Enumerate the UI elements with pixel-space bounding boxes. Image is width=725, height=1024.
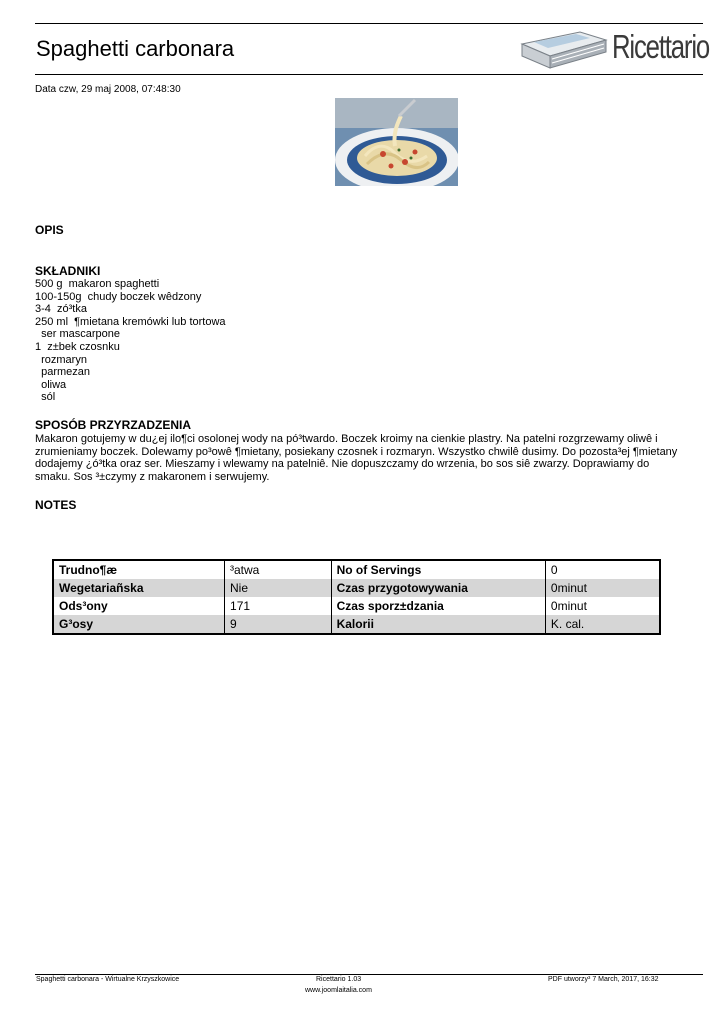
- logo-text: Ricettario: [612, 28, 710, 65]
- recipe-book-icon: [520, 26, 612, 72]
- info-value: 0minut: [545, 579, 660, 597]
- footer-center: Ricettario 1.03: [316, 976, 362, 983]
- footer-right: PDF utworzy³ 7 March, 2017, 16:32: [548, 976, 659, 983]
- ingredient-item: ser mascarpone: [35, 328, 120, 341]
- info-value: ³atwa: [225, 560, 332, 579]
- footer-url: www.joomlaitalia.com: [305, 987, 372, 994]
- top-rule: [35, 23, 703, 24]
- info-label: Czas przygotowywania: [331, 579, 545, 597]
- info-value: 0minut: [545, 597, 660, 615]
- info-value: Nie: [225, 579, 332, 597]
- method-text: Makaron gotujemy w du¿ej ilo¶ci osolonej wody na pó³twardo. Boczek kroimy na cienkie plastry. Na patelni rozgrzewamy oliwê i zrumieniamy boczek. Dolewamy po³owê ¶mietany, posiekany czosnek i rozmaryn. Wszystko chwilê dusimy. Do pozosta³ej ¶mietany dodajemy ¿ó³tka oraz ser. Mieszamy i wlewamy na patelniê. Nie dopuszczamy do wrzenia, bo sos siê zwarzy. Doprawiamy do smaku. Sos ³±czymy z makaronem i serwujemy.: [35, 433, 678, 483]
- ingredient-list: [35, 278, 226, 404]
- recipe-info-table: [52, 559, 661, 635]
- recipe-photo: [335, 98, 458, 186]
- table-row: [53, 615, 660, 634]
- info-label: Czas sporz±dzania: [331, 597, 545, 615]
- recipe-title: Spaghetti carbonara: [36, 36, 235, 61]
- section-ingredients: SKŁADNIKI: [35, 264, 101, 278]
- footer-rule: [35, 974, 703, 975]
- footer-left: Spaghetti carbonara - Wirtualne Krzyszkowice: [36, 976, 180, 983]
- ingredient-item: 250 ml ¶mietana kremówki lub tortowa: [35, 315, 226, 328]
- ingredient-item: 1 z±bek czosnku: [35, 340, 120, 353]
- info-value: 171: [225, 597, 332, 615]
- ingredient-item: 100-150g chudy boczek wêdzony: [35, 290, 202, 303]
- info-label: G³osy: [53, 615, 225, 634]
- info-value: 9: [225, 615, 332, 634]
- ingredient-item: 500 g makaron spaghetti: [35, 278, 160, 290]
- info-label: No of Servings: [331, 560, 545, 579]
- table-row: [53, 560, 660, 579]
- ingredient-item: 3-4 zó³tka: [35, 303, 87, 316]
- section-notes: NOTES: [35, 498, 77, 512]
- ingredient-item: sól: [35, 391, 56, 404]
- ricettario-logo: [520, 26, 710, 72]
- info-label: Trudno¶æ: [59, 563, 118, 577]
- info-label: Kalorii: [331, 615, 545, 634]
- section-method: SPOSÓB PRZYRZADZENIA: [35, 418, 192, 432]
- info-label: Ods³ony: [59, 599, 108, 613]
- table-row: [53, 579, 660, 597]
- section-opis: OPIS: [35, 223, 64, 237]
- header-bottom-rule: [35, 74, 703, 75]
- info-label: Wegetariañska: [53, 579, 225, 597]
- info-value: K. cal.: [545, 615, 660, 634]
- table-row: [53, 597, 660, 615]
- ingredient-item: oliwa: [35, 378, 67, 391]
- info-value: 0: [545, 560, 660, 579]
- date-line: Data czw, 29 maj 2008, 07:48:30: [35, 84, 181, 95]
- ingredient-item: parmezan: [35, 366, 91, 379]
- ingredient-item: rozmaryn: [35, 353, 87, 366]
